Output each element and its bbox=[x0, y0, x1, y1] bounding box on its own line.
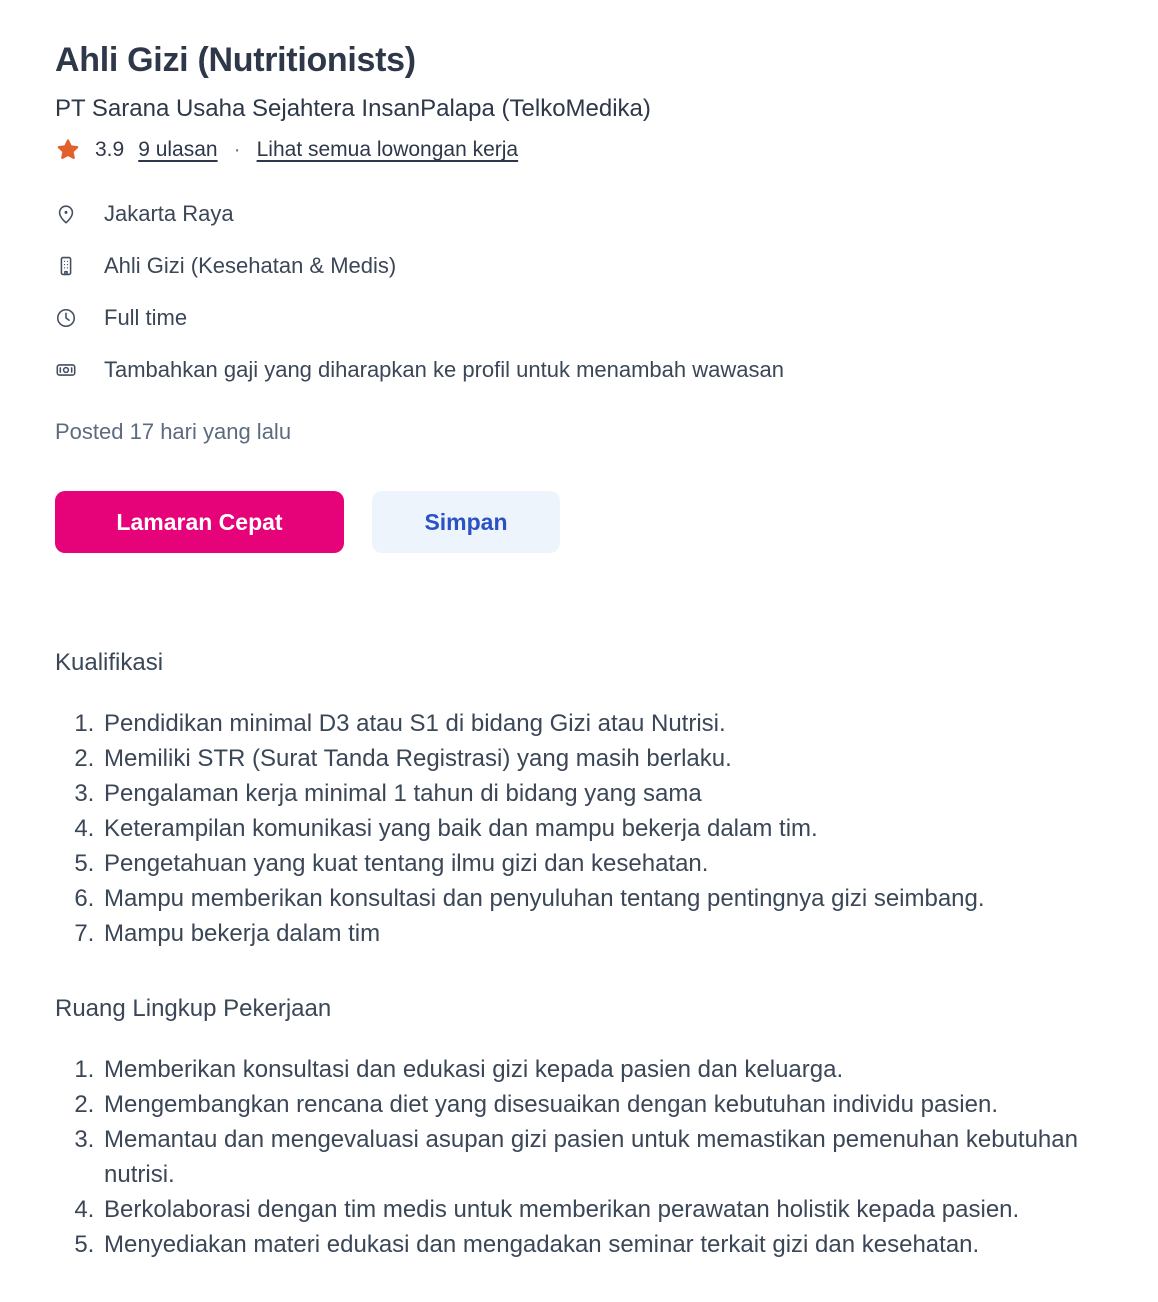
all-jobs-link[interactable]: Lihat semua lowongan kerja bbox=[256, 138, 519, 162]
list-item: 2. Memiliki STR (Surat Tanda Registrasi) yang masih berlaku. bbox=[101, 741, 1101, 776]
detail-label-salary: Tambahkan gaji yang diharapkan ke profil untuk menambah wawasan bbox=[104, 357, 784, 383]
detail-label-category: Ahli Gizi (Kesehatan & Medis) bbox=[104, 253, 397, 279]
detail-row-salary bbox=[55, 357, 1138, 383]
list-item: 6. Mampu memberikan konsultasi dan penyuluhan tentang pentingnya gizi seimbang. bbox=[101, 881, 1101, 916]
dot-separator: · bbox=[233, 138, 241, 162]
action-buttons bbox=[55, 491, 1138, 553]
posted-date: Posted 17 hari yang lalu bbox=[55, 419, 292, 445]
save-button[interactable]: Simpan bbox=[372, 491, 560, 553]
company-name: PT Sarana Usaha Sejahtera InsanPalapa (TelkoMedika) bbox=[55, 95, 651, 123]
job-details-list bbox=[55, 201, 1138, 383]
list-item: 1. Pendidikan minimal D3 atau S1 di bidang Gizi atau Nutrisi. bbox=[101, 706, 1101, 741]
detail-row-category bbox=[55, 253, 1138, 279]
list-item: 3. Memantau dan mengevaluasi asupan gizi pasien untuk memastikan pemenuhan kebutuhan nutrisi. bbox=[101, 1122, 1101, 1192]
section-heading-kualifikasi: Kualifikasi bbox=[55, 649, 164, 677]
detail-row-location bbox=[55, 201, 1138, 227]
kualifikasi-list bbox=[55, 706, 1101, 951]
building-icon bbox=[55, 255, 77, 277]
list-item: 4. Berkolaborasi dengan tim medis untuk memberikan perawatan holistik kepada pasien. bbox=[101, 1192, 1101, 1227]
star-icon bbox=[55, 137, 81, 163]
list-item: 5. Menyediakan materi edukasi dan mengadakan seminar terkait gizi dan kesehatan. bbox=[101, 1227, 1101, 1262]
banknote-icon bbox=[55, 359, 77, 381]
ruang-lingkup-list bbox=[55, 1052, 1101, 1262]
clock-icon bbox=[55, 307, 77, 329]
list-item: 7. Mampu bekerja dalam tim bbox=[101, 916, 1101, 951]
page-title: Ahli Gizi (Nutritionists) bbox=[55, 41, 416, 79]
list-item: 1. Memberikan konsultasi dan edukasi gizi kepada pasien dan keluarga. bbox=[101, 1052, 1101, 1087]
detail-row-worktype bbox=[55, 305, 1138, 331]
list-item: 3. Pengalaman kerja minimal 1 tahun di bidang yang sama bbox=[101, 776, 1101, 811]
list-item: 2. Mengembangkan rencana diet yang disesuaikan dengan kebutuhan individu pasien. bbox=[101, 1087, 1101, 1122]
location-pin-icon bbox=[55, 203, 77, 225]
reviews-link[interactable]: 9 ulasan bbox=[138, 138, 218, 162]
detail-label-worktype: Full time bbox=[104, 305, 188, 331]
list-item: 5. Pengetahuan yang kuat tentang ilmu gizi dan kesehatan. bbox=[101, 846, 1101, 881]
detail-label-location: Jakarta Raya bbox=[104, 201, 234, 227]
section-heading-ruang-lingkup: Ruang Lingkup Pekerjaan bbox=[55, 995, 332, 1023]
list-item: 4. Keterampilan komunikasi yang baik dan mampu bekerja dalam tim. bbox=[101, 811, 1101, 846]
rating-score: 3.9 bbox=[95, 138, 125, 162]
rating-row bbox=[55, 137, 1138, 163]
quick-apply-button[interactable]: Lamaran Cepat bbox=[55, 491, 344, 553]
